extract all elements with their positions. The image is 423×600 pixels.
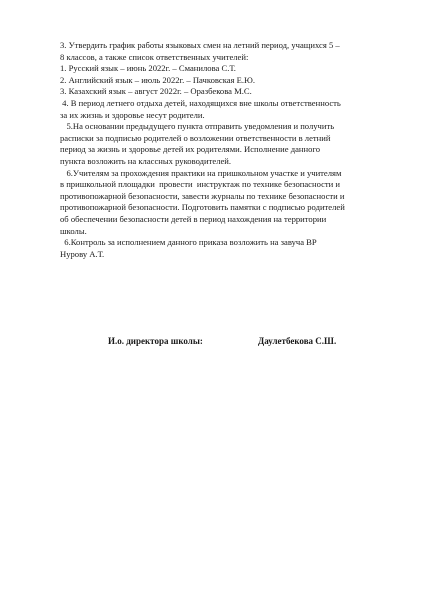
text-line: 5.На основании предыдущего пункта отправить уведомления и получить (60, 121, 335, 132)
text-line: 1. Русский язык – июнь 2022г. – Сманилова С.Т. (60, 63, 236, 74)
text-line: за их жизнь и здоровье несут родители. (60, 109, 205, 120)
signatory-role: И.о. директора школы: (108, 336, 203, 346)
text-line: расписки за подписью родителей о возложении ответственности в летний (60, 132, 331, 143)
text-line: 6.Контроль за исполнением данного приказа возложить на завуча ВР (60, 237, 317, 248)
text-line: пункта возложить на классных руководителей. (60, 155, 232, 166)
text-line: противопожарной безопасности, завести журналы по технике безопасности и (60, 190, 345, 201)
text-line: 6.Учителям за прохождения практики на пришкольном участке и учителям (60, 167, 342, 178)
text-line: 3. Казахский язык – август 2022г. – Оразбекова М.С. (60, 86, 252, 97)
signatory-name: Даулетбекова С.Ш. (258, 336, 337, 346)
paragraph-4 (60, 98, 380, 121)
text-line: Нурову А.Т. (60, 248, 105, 259)
paragraph-6-control (60, 237, 380, 260)
text-line: период за жизнь и здоровье детей их родителями. Исполнение данного (60, 144, 320, 155)
text-line: 8 классов, а также список ответственных учителей: (60, 51, 249, 62)
text-line: в пришкольной площадки провести инструктаж по технике безопасности и (60, 179, 341, 190)
text-line: школы. (60, 225, 87, 236)
document-body (60, 40, 380, 260)
text-line: 3. Утвердить график работы языковых смен на летний период, учащихся 5 – (60, 40, 340, 50)
paragraph-3 (60, 40, 380, 98)
paragraph-6-instructions (60, 168, 380, 238)
paragraph-5 (60, 121, 380, 167)
text-line: об обеспечении безопасности детей в период нахождения на территории (60, 213, 327, 224)
text-line: 4. В период летнего отдыха детей, находящихся вне школы ответственность (60, 97, 341, 108)
text-line: противопожарной безопасности. Подготовить памятки с подписью родителей (60, 202, 345, 213)
text-line: 2. Английский язык – июль 2022г. – Пачковская Е.Ю. (60, 74, 256, 85)
